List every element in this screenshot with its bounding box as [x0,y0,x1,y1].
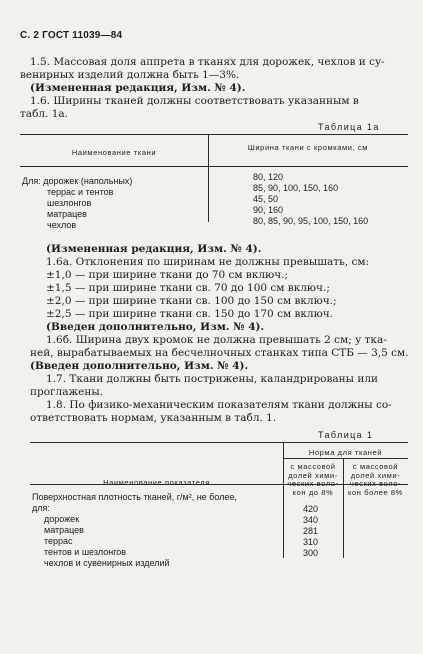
table-1-row-title-cont: для: [32,503,50,513]
para-1-6b-line2: ней, вырабатываемых на бесчелночных станках типа СТБ — 3,5 см. [30,347,409,359]
table-1-row-value: 340 [303,515,319,525]
table-1-row-value: 281 [303,526,319,536]
intro-note-1: (Введен дополнительно, Изм. № 4). [46,321,265,333]
edit-note-2: (Измененная редакция, Изм. № 4). [46,243,262,255]
tolerance-item: ±1,0 — при ширине ткани до 70 см включ.; [46,269,289,281]
table-1a-row-width: 45, 50 [253,194,279,204]
para-1-5-line2: венирных изделий должна быть 1—3%. [20,69,240,81]
para-1-6-line1: 1.6. Ширины тканей должны соответствовать указанным в [30,95,359,107]
table-1-caption: Таблица 1 [318,430,374,440]
table-1a-row-name: Для: дорожек (напольных) [22,176,133,186]
table-1-row-name: дорожек [44,514,80,524]
table-1a-row-name: матрацев [47,209,87,219]
table-1a-row-width: 90, 160 [253,205,284,215]
table-1a-top-rule [20,134,408,135]
table-1-row-title: Поверхностная плотность тканей, г/м², не более, [32,492,237,502]
table-1a-row-name: террас и тентов [47,187,114,197]
table-1a-header-rule [20,166,408,167]
para-1-5-line1: 1.5. Массовая доля аппрета в тканях для дорожек, чехлов и су- [30,56,385,68]
page-header: С. 2 ГОСТ 11039—84 [20,30,123,41]
para-1-7-line2: проглажены. [30,386,104,398]
table-1-norm-rule [283,458,408,459]
para-1-7-line1: 1.7. Ткани должны быть пострижены, каландрированы или [46,373,379,385]
tolerance-item: ±2,5 — при ширине ткани св. 150 до 170 см включ. [46,308,334,320]
table-1-row-value: 420 [303,504,319,514]
table-1-col-divider-1 [283,442,284,558]
para-1-6a: 1.6а. Отклонения по ширинам не должны превышать, см: [46,256,370,268]
tolerance-item: ±2,0 — при ширине ткани св. 100 до 150 см включ.; [46,295,337,307]
table-1-sub-header-2: с массовой долей хими- ческих воло- кон более 8% [348,462,403,497]
table-1-sub-header-1: с массовой долей хими- ческих воло- кон до 8% [287,462,339,497]
table-1-row-name: террас [44,536,73,546]
table-1a-row-name: шезлонгов [47,198,92,208]
intro-note-2: (Введен дополнительно, Изм. № 4). [30,360,249,372]
para-1-6b-line1: 1.6б. Ширина двух кромок не должна превышать 2 см; у тка- [46,334,387,346]
table-1a-row-width: 80, 120 [253,172,284,182]
table-1-row-value: 300 [303,548,319,558]
table-1-row-name: тентов и шезлонгов [44,547,127,557]
table-1-row-name: чехлов и сувенирных изделий [44,558,170,568]
table-1-col1-header: Наименование показателя [103,478,210,487]
table-1-row-name: матрацев [44,525,84,535]
table-1a-row-width: 85, 90, 100, 150, 160 [253,183,339,193]
tolerance-item: ±1,5 — при ширине ткани св. 70 до 100 см включ.; [46,282,330,294]
table-1-row-value: 310 [303,537,319,547]
para-1-8-line1: 1.8. По физико-механическим показателям ткани должны со- [46,399,392,411]
table-1-top-rule [30,442,408,443]
table-1a-row-width: 80, 85, 90, 95, 100, 150, 160 [253,216,369,226]
table-1a-col1-header: Наименование ткани [71,148,157,157]
para-1-8-line2: ответствовать нормам, указанным в табл. 1. [30,412,277,424]
table-1-norm-header: Норма для тканей [308,448,383,457]
table-1a-caption: Таблица 1а [318,122,380,132]
edit-note-1: (Измененная редакция, Изм. № 4). [30,82,246,94]
para-1-6-line2: табл. 1а. [20,108,69,120]
table-1a-row-name: чехлов [47,220,77,230]
table-1a-col2-header: Ширина ткани с кромками, см [247,143,369,152]
